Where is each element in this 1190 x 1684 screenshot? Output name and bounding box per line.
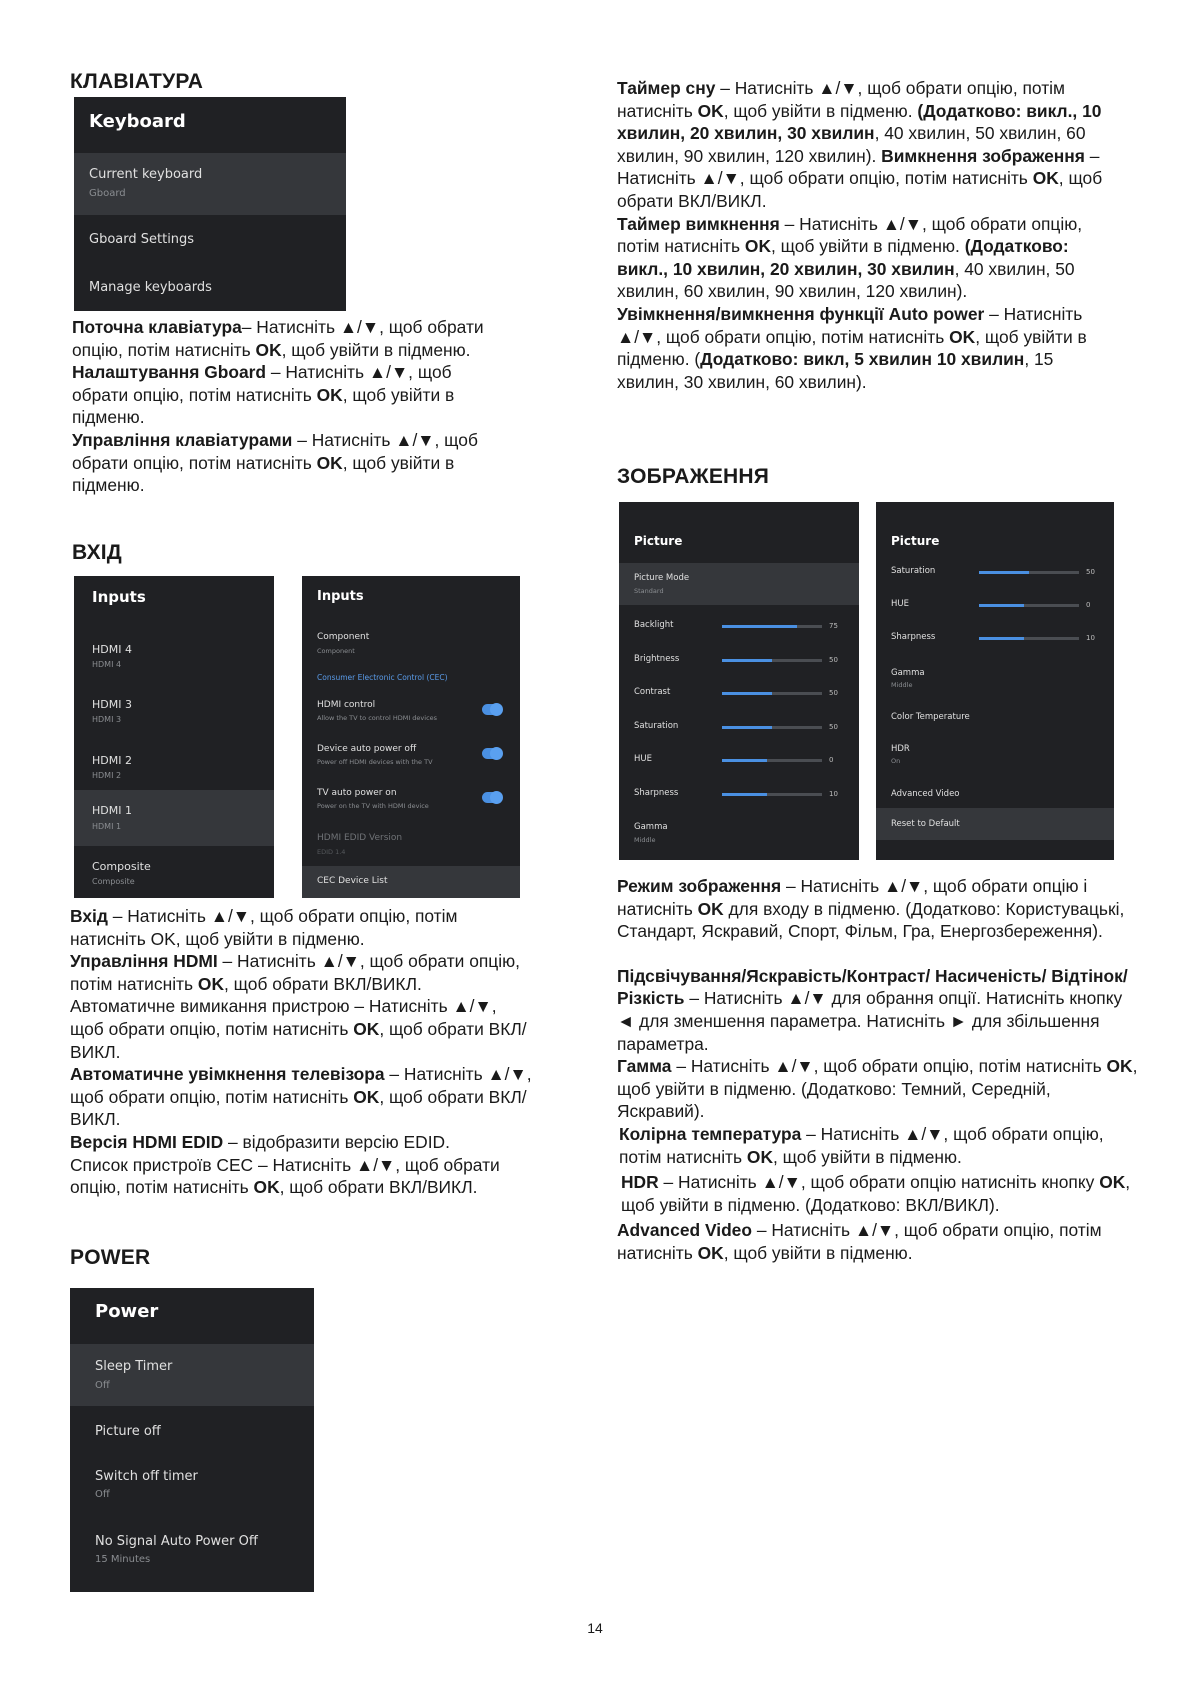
slider-label: Backlight	[634, 620, 674, 630]
text: – Натисніть ▲/▼, щоб обрати опцію натисніть кнопку	[658, 1172, 1100, 1193]
text: – Натисніть ▲/▼, щоб обрати опцію, потім натисніть	[617, 213, 1083, 257]
menu-item-color-temperature[interactable]	[876, 706, 1114, 730]
edid-version-row	[302, 831, 520, 861]
term: OK	[316, 384, 343, 405]
menu-item-advanced-video[interactable]	[876, 783, 1114, 807]
slider-row-hue[interactable]	[619, 748, 859, 772]
text: – Натисніть ▲/▼, щоб обрати опцію, потім натисніть	[617, 145, 1100, 189]
slider-fill	[722, 726, 772, 729]
menu-item-current-keyboard[interactable]	[74, 153, 346, 215]
text: – Натисніть ▲/▼, щоб обрати опцію, потім натисніть	[619, 1123, 1104, 1167]
menu-item-sub: 15 Minutes	[95, 1554, 151, 1565]
term: Вхід	[70, 906, 108, 926]
term: Advanced Video	[617, 1220, 752, 1241]
menu-item-label: No Signal Auto Power Off	[95, 1534, 258, 1549]
toggle-sub: Allow the TV to control HDMI devices	[317, 714, 438, 722]
keyboard-screen	[74, 97, 346, 311]
slider-track[interactable]	[979, 571, 1079, 574]
picture-screen-title: Picture	[891, 534, 940, 548]
menu-item-label: Gamma	[891, 668, 925, 678]
input-item-composite[interactable]	[74, 848, 274, 898]
input-sub: Composite	[92, 877, 135, 886]
picture-heading: ЗОБРАЖЕННЯ	[617, 465, 770, 488]
text: – Натисніть ▲/▼, щоб обрати опцію і натисніть	[617, 876, 1088, 919]
term: OK	[744, 236, 772, 257]
menu-item-label: Picture off	[95, 1424, 161, 1439]
menu-item-label: Gboard Settings	[89, 232, 195, 247]
slider-label: Saturation	[891, 566, 936, 576]
text: , щоб увійти в підменю.	[723, 100, 913, 121]
term: OK	[1099, 1172, 1126, 1193]
menu-item-picture-mode[interactable]	[619, 563, 859, 605]
term: Колірна температура	[619, 1123, 802, 1144]
term: (Додатково: викл., 10 хвилин, 20 хвилин, 30 хвилин	[617, 100, 1102, 144]
text: , щоб увійти в підменю. (	[617, 326, 1087, 370]
slider-value: 50	[829, 722, 838, 731]
input-item-hdmi4[interactable]	[74, 631, 274, 683]
term: OK	[697, 100, 724, 121]
menu-item-picture-off[interactable]	[70, 1412, 314, 1452]
term: OK	[697, 898, 724, 919]
slider-fill	[722, 759, 767, 762]
text: , щоб обрати ВКЛ/ВИКЛ.	[70, 1086, 527, 1130]
slider-label: Brightness	[634, 653, 680, 664]
term: Налаштування Gboard	[72, 362, 267, 383]
text: – Натисніть ▲/▼, щоб обрати опцію, потім натисніть	[671, 1056, 1107, 1077]
menu-item-label: Manage keyboards	[89, 280, 212, 295]
term: Автоматичне увімкнення телевізора	[70, 1064, 385, 1085]
menu-item-label: Advanced Video	[891, 789, 960, 799]
toggle-switch[interactable]	[482, 748, 502, 759]
input-item-hdmi1[interactable]	[74, 790, 274, 846]
term: (Додатково: викл., 10 хвилин, 20 хвилин, 30 хвилин	[617, 236, 1069, 279]
term: OK	[1106, 1056, 1133, 1077]
input-item-hdmi2[interactable]	[74, 742, 274, 794]
text: – Натисніть ▲/▼, щоб обрати опцію, потім натисніть	[617, 1220, 1102, 1263]
slider-fill	[722, 692, 772, 695]
slider-track[interactable]	[979, 637, 1079, 640]
power-heading: POWER	[70, 1246, 151, 1269]
picture-screen-1	[619, 502, 859, 860]
text: для входу в підменю. (Додатково: Користувацькі, Стандарт, Яскравий, Спорт, Фільм, Гра, Енергозбереження).	[617, 898, 1125, 942]
text: – Натисніть ▲/▼, щоб обрати опцію, потім натисніть	[72, 429, 478, 473]
edid-label: HDMI EDID Version	[317, 833, 403, 843]
text: Список пристроїв CEC – Натисніть ▲/▼, щоб обрати опцію, потім натисніть	[70, 1154, 500, 1198]
menu-item-switch-off-timer[interactable]	[70, 1456, 314, 1508]
term: Підсвічування/Яскравість/Контраст/ Насиченість/ Відтінок/Різкість	[617, 965, 1128, 1009]
slider-row-sharpness[interactable]	[876, 626, 1114, 650]
slider-value: 10	[829, 789, 838, 798]
slider-label: Sharpness	[634, 787, 679, 798]
input-sub: Component	[317, 647, 355, 655]
menu-item-sub: Off	[95, 1489, 110, 1500]
text: , щоб увійти в підменю.	[771, 236, 960, 257]
power-screen-title: Power	[95, 1301, 159, 1322]
toggle-label: TV auto power on	[317, 788, 397, 798]
term: Управління HDMI	[70, 951, 218, 972]
term: OK	[255, 339, 282, 360]
text: – Натисніть ▲/▼, щоб обрати опцію, потім натисніть	[70, 951, 520, 994]
slider-track[interactable]	[722, 659, 822, 662]
slider-label: HUE	[891, 599, 909, 609]
term: Вимкнення зображення	[881, 145, 1085, 166]
input-sub: HDMI 2	[92, 771, 122, 780]
cec-device-list-item[interactable]	[302, 866, 520, 898]
slider-fill	[722, 659, 772, 662]
menu-item-label: HDR	[891, 744, 910, 754]
cec-section-header: Consumer Electronic Control (CEC)	[317, 673, 448, 682]
slider-track[interactable]	[722, 759, 822, 762]
slider-value: 50	[829, 689, 838, 697]
input-heading: ВХІД	[72, 541, 122, 564]
menu-item-label: Gamma	[634, 822, 668, 832]
inputs-screen-cec	[302, 576, 520, 898]
term: OK	[353, 1018, 380, 1039]
menu-item-gamma[interactable]	[876, 662, 1114, 696]
input-description	[70, 905, 535, 1199]
slider-value: 10	[1086, 634, 1095, 642]
text: , щоб обрати ВКЛ/ВИКЛ.	[279, 1177, 478, 1198]
menu-item-label: Color Temperature	[891, 712, 970, 722]
slider-row-saturation[interactable]	[619, 715, 859, 739]
inputs-screen-title: Inputs	[92, 588, 146, 606]
text: – Натисніть ▲/▼, щоб обрати опцію, потім натисніть	[617, 303, 1083, 347]
menu-item-label: Reset to Default	[891, 819, 960, 829]
keyboard-description	[72, 316, 512, 497]
text: – Натисніть ▲/▼, щоб обрати опцію, потім натисніть	[72, 362, 452, 405]
input-item-hdmi3[interactable]	[74, 686, 274, 738]
term: Таймер сну	[617, 78, 716, 98]
slider-fill	[979, 637, 1024, 640]
menu-item-sub: Gboard	[89, 188, 126, 199]
slider-fill	[722, 625, 797, 628]
menu-item-sleep-timer[interactable]	[70, 1344, 314, 1406]
slider-row-saturation[interactable]	[876, 560, 1114, 584]
term: OK	[746, 1146, 774, 1167]
menu-item-sub: On	[891, 757, 901, 765]
term: Поточна клавіатура	[72, 317, 242, 337]
slider-row-brightness[interactable]	[619, 648, 859, 672]
toggle-label: Device auto power off	[317, 744, 417, 754]
slider-fill	[979, 571, 1029, 574]
input-label: HDMI 2	[92, 754, 132, 767]
input-sub: HDMI 4	[92, 660, 122, 669]
toggle-row-tv-auto-power-on[interactable]	[302, 786, 520, 820]
inputs-screen-title: Inputs	[317, 589, 364, 604]
slider-track[interactable]	[722, 793, 822, 796]
input-label: Component	[317, 632, 370, 642]
text: , щоб обрати ВКЛ/ВИКЛ.	[224, 973, 422, 994]
slider-value: 50	[1086, 568, 1095, 576]
term: OK	[253, 1177, 280, 1198]
slider-track[interactable]	[722, 692, 822, 695]
text: , 40 хвилин, 50 хвилин, 60 хвилин, 90 хвилин, 120 хвилин).	[617, 258, 1075, 302]
slider-row-sharpness[interactable]	[619, 782, 859, 806]
slider-track[interactable]	[979, 604, 1079, 607]
slider-fill	[979, 604, 1024, 607]
menu-item-label: Sleep Timer	[95, 1359, 173, 1374]
menu-item-sub: Off	[95, 1380, 110, 1391]
toggle-switch[interactable]	[482, 704, 502, 715]
term: Додатково: викл, 5 хвилин 10 хвилин	[700, 349, 1025, 370]
menu-item-gamma[interactable]	[619, 814, 859, 854]
text: , щоб обрати ВКЛ/ВИКЛ.	[70, 1018, 527, 1062]
term: Управління клавіатурами	[72, 429, 293, 450]
menu-item-sub: Middle	[891, 681, 913, 689]
menu-item-reset-to-default[interactable]	[876, 808, 1114, 840]
text: – Натисніть ▲/▼, щоб обрати опцію, потім натисніть	[70, 1064, 532, 1107]
toggle-sub: Power off HDMI devices with the TV	[317, 758, 433, 766]
text: , щоб увійти в підменю.	[72, 384, 455, 428]
term: OK	[1032, 168, 1059, 189]
slider-fill	[722, 793, 767, 796]
input-label: HDMI 3	[92, 698, 132, 711]
slider-track[interactable]	[722, 726, 822, 729]
input-item-component[interactable]	[302, 628, 520, 664]
term: Гамма	[617, 1056, 672, 1077]
slider-label: HUE	[634, 754, 652, 764]
toggle-row-device-auto-power-off[interactable]	[302, 742, 520, 776]
slider-label: Contrast	[634, 687, 671, 697]
picture-screen-2	[876, 502, 1114, 860]
picture-description	[617, 875, 1142, 1265]
term: Режим зображення	[617, 876, 782, 896]
term: Увімкнення/вимкнення функції Auto power	[617, 303, 985, 324]
menu-item-manage-keyboards[interactable]	[74, 267, 346, 307]
toggle-row-hdmi-control[interactable]	[302, 698, 520, 732]
input-sub: HDMI 1	[92, 822, 122, 831]
menu-item-label: Picture Mode	[634, 573, 690, 583]
menu-item-hdr[interactable]	[876, 738, 1114, 772]
text: , 15 хвилин, 30 хвилин, 60 хвилин).	[617, 349, 1054, 392]
text: , щоб увійти в підменю.	[773, 1146, 962, 1167]
text: , щоб увійти в підменю.	[281, 339, 471, 360]
slider-value: 75	[829, 622, 838, 630]
term: OK	[697, 1242, 724, 1263]
menu-item-label: CEC Device List	[317, 876, 388, 886]
slider-value: 50	[829, 655, 838, 664]
menu-item-label: Current keyboard	[89, 167, 203, 182]
term: OK	[949, 326, 976, 347]
text: – відобразити версію EDID.	[223, 1131, 450, 1152]
text: , щоб увійти в підменю. (Додатково: Темний, Середній, Яскравий).	[617, 1056, 1138, 1122]
keyboard-heading: КЛАВІАТУРА	[70, 70, 204, 93]
term: Таймер вимкнення	[617, 213, 780, 234]
slider-row-backlight[interactable]	[619, 614, 859, 638]
text: , щоб увійти в підменю.	[72, 452, 455, 496]
toggle-label: HDMI control	[317, 700, 376, 710]
toggle-sub: Power on the TV with HDMI device	[317, 802, 429, 810]
slider-label: Saturation	[634, 720, 679, 731]
toggle-switch[interactable]	[482, 792, 502, 803]
input-label: HDMI 1	[92, 804, 132, 817]
page-number: 14	[587, 1620, 603, 1636]
term: OK	[197, 973, 225, 994]
slider-value: 0	[829, 756, 834, 764]
slider-row-contrast[interactable]	[619, 681, 859, 705]
input-label: Composite	[92, 860, 151, 873]
term: HDR	[621, 1172, 659, 1193]
menu-item-gboard-settings[interactable]	[74, 220, 346, 260]
input-label: HDMI 4	[92, 643, 132, 656]
edid-sub: EDID 1.4	[317, 848, 346, 856]
slider-label: Sharpness	[891, 632, 936, 642]
text: Автоматичне вимикання пристрою – Натисніть ▲/▼, щоб обрати опцію, потім натисніть	[70, 996, 497, 1039]
picture-screen-title: Picture	[634, 534, 683, 548]
keyboard-screen-title: Keyboard	[89, 111, 186, 132]
text: – Натисніть ▲/▼, щоб обрати опцію, потім натисніть OK, щоб увійти в підменю.	[70, 906, 458, 949]
text: – Натисніть ▲/▼ для обрання опції. Натисніть кнопку ◄ для зменшення параметра. Натисніть ► для збільшення параметра.	[617, 988, 1123, 1054]
text: , щоб обрати ВКЛ/ВИКЛ.	[617, 168, 1103, 211]
text: , щоб увійти в підменю.	[723, 1242, 913, 1263]
slider-value: 0	[1086, 601, 1091, 609]
menu-item-sub: Standard	[634, 587, 664, 595]
slider-track[interactable]	[722, 625, 822, 628]
inputs-screen-list	[74, 576, 274, 898]
text: , 40 хвилин, 50 хвилин, 60 хвилин, 90 хвилин, 120 хвилин).	[617, 123, 1086, 166]
input-sub: HDMI 3	[92, 715, 122, 724]
term: OK	[316, 452, 343, 473]
menu-item-sub: Middle	[634, 836, 656, 844]
text: – Натисніть ▲/▼, щоб обрати опцію, потім натисніть	[72, 317, 484, 360]
term: Версія HDMI EDID	[70, 1131, 224, 1152]
term: OK	[353, 1086, 380, 1107]
power-screen	[70, 1288, 314, 1592]
menu-item-no-signal-auto-power-off[interactable]	[70, 1522, 314, 1574]
text: – Натисніть ▲/▼, щоб обрати опцію, потім натисніть	[617, 78, 1066, 121]
menu-item-label: Switch off timer	[95, 1469, 198, 1484]
text: , щоб увійти в підменю. (Додатково: ВКЛ/ВИКЛ).	[621, 1172, 1131, 1215]
power-description	[617, 77, 1104, 393]
slider-row-hue[interactable]	[876, 593, 1114, 617]
